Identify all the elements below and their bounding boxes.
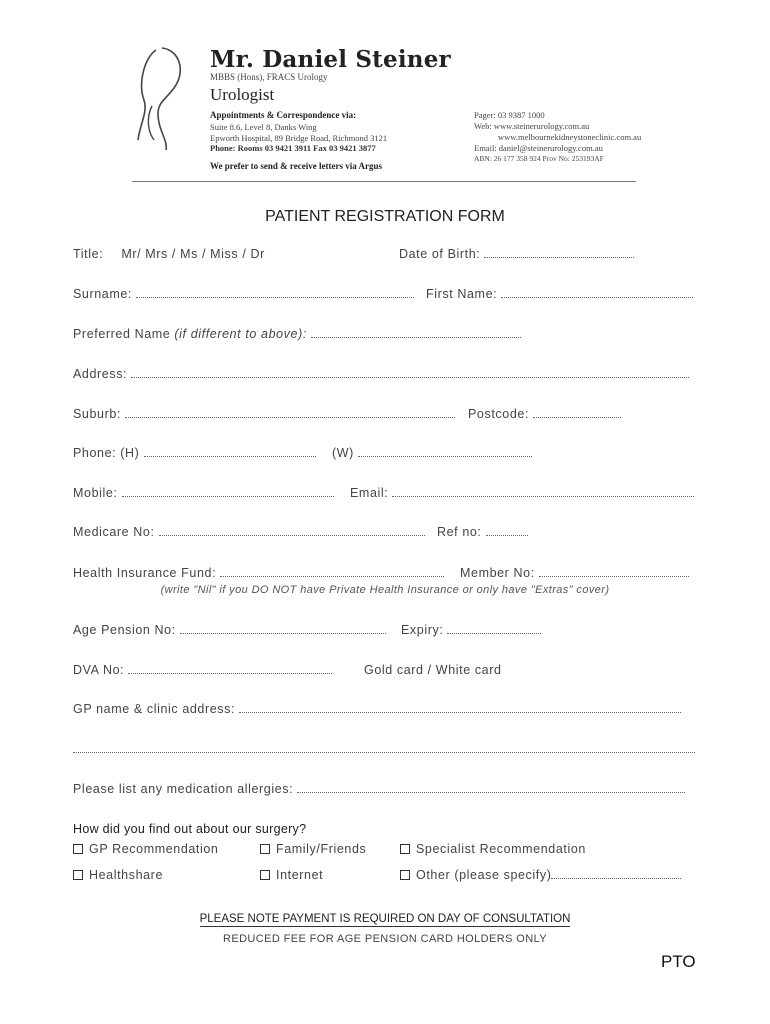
option-healthshare[interactable] bbox=[73, 868, 163, 882]
member-no-label: Member No: bbox=[460, 566, 535, 580]
reduced-fee-note: REDUCED FEE FOR AGE PENSION CARD HOLDERS ONLY bbox=[222, 933, 548, 945]
allergies-label: Please list any medication allergies: bbox=[73, 782, 294, 796]
title-label: Title: bbox=[73, 247, 104, 261]
home-phone-label: Phone: (H) bbox=[73, 446, 140, 460]
option-label: Other (please specify) bbox=[416, 868, 552, 882]
postcode-label: Postcode: bbox=[468, 407, 529, 421]
dva-blank[interactable] bbox=[128, 664, 332, 674]
expiry-label: Expiry: bbox=[401, 623, 444, 637]
website: Web: www.steinerurology.com.au bbox=[474, 121, 590, 131]
dob-field[interactable] bbox=[399, 247, 634, 261]
allergies-field[interactable] bbox=[73, 782, 685, 796]
home-phone-field[interactable] bbox=[73, 446, 316, 460]
age-pension-field[interactable] bbox=[73, 623, 386, 637]
checkbox[interactable] bbox=[400, 870, 410, 880]
suburb-field[interactable] bbox=[73, 407, 455, 421]
medicare-label: Medicare No: bbox=[73, 525, 155, 539]
first-name-blank[interactable] bbox=[501, 288, 693, 298]
mobile-field[interactable] bbox=[73, 486, 334, 500]
postcode-blank[interactable] bbox=[533, 408, 621, 418]
website-2: www.melbournekidneystoneclinic.com.au bbox=[498, 132, 642, 142]
address-field[interactable] bbox=[73, 367, 689, 381]
preferred-name-field[interactable] bbox=[73, 327, 521, 341]
form-title: PATIENT REGISTRATION FORM bbox=[265, 208, 505, 225]
surname-field[interactable] bbox=[73, 287, 414, 301]
preferred-name-label: Preferred Name bbox=[73, 327, 171, 341]
gp-blank[interactable] bbox=[239, 703, 681, 713]
suburb-label: Suburb: bbox=[73, 407, 121, 421]
dob-blank[interactable] bbox=[484, 248, 634, 258]
option-internet[interactable] bbox=[260, 868, 323, 882]
email-blank[interactable] bbox=[392, 487, 694, 497]
title-options[interactable]: Mr/ Mrs / Ms / Miss / Dr bbox=[121, 247, 265, 261]
gp-label: GP name & clinic address: bbox=[73, 702, 236, 716]
medicare-field[interactable] bbox=[73, 525, 425, 539]
doctor-profession: Urologist bbox=[210, 85, 275, 104]
rooms-phone-fax: Phone: Rooms 03 9421 3911 Fax 03 9421 3877 bbox=[210, 143, 376, 153]
kidney-outline-icon bbox=[134, 44, 194, 154]
preferred-name-blank[interactable] bbox=[311, 328, 521, 338]
medicare-blank[interactable] bbox=[159, 526, 425, 536]
argus-note: We prefer to send & receive letters via Argus bbox=[210, 161, 382, 171]
mobile-blank[interactable] bbox=[122, 487, 334, 497]
mobile-label: Mobile: bbox=[73, 486, 118, 500]
checkbox[interactable] bbox=[400, 844, 410, 854]
member-no-field[interactable] bbox=[460, 566, 689, 580]
email-field[interactable] bbox=[350, 486, 694, 500]
gold-white-card-options[interactable]: Gold card / White card bbox=[364, 663, 502, 677]
first-name-field[interactable] bbox=[426, 287, 693, 301]
preferred-name-hint: (if different to above): bbox=[174, 327, 307, 341]
address-line-1: Suite 8.6, Level 8, Danks Wing bbox=[210, 122, 317, 132]
option-family-friends[interactable] bbox=[260, 842, 366, 856]
header-divider bbox=[132, 181, 636, 182]
health-fund-field[interactable] bbox=[73, 566, 444, 580]
pager-number: Pager: 03 9387 1000 bbox=[474, 110, 545, 120]
allergies-blank[interactable] bbox=[297, 783, 685, 793]
pto-marker: PTO bbox=[661, 952, 696, 971]
dob-label: Date of Birth: bbox=[399, 247, 481, 261]
work-phone-label: (W) bbox=[332, 446, 354, 460]
option-label: Internet bbox=[276, 868, 324, 882]
email-address: Email: daniel@steinerurology.com.au bbox=[474, 143, 603, 153]
option-specialist-recommendation[interactable] bbox=[400, 842, 586, 856]
payment-note bbox=[0, 913, 770, 925]
payment-note-text: PLEASE NOTE PAYMENT IS REQUIRED ON DAY OF CONSULTATION bbox=[199, 913, 571, 925]
health-fund-blank[interactable] bbox=[220, 567, 444, 577]
checkbox[interactable] bbox=[73, 844, 83, 854]
work-phone-field[interactable] bbox=[332, 446, 532, 460]
work-phone-blank[interactable] bbox=[358, 447, 532, 457]
suburb-blank[interactable] bbox=[125, 408, 455, 418]
option-label: Family/Friends bbox=[276, 842, 367, 856]
option-other[interactable] bbox=[400, 868, 681, 882]
doctor-name: Mr. Daniel Steiner bbox=[210, 46, 451, 73]
title-row bbox=[73, 247, 265, 261]
option-label: Specialist Recommendation bbox=[416, 842, 586, 856]
referral-question: How did you find out about our surgery? bbox=[73, 822, 307, 836]
gp-second-line[interactable] bbox=[73, 742, 695, 756]
address-line-2: Epworth Hospital, 89 Bridge Road, Richmond 3121 bbox=[210, 133, 388, 143]
age-pension-label: Age Pension No: bbox=[73, 623, 176, 637]
dva-label: DVA No: bbox=[73, 663, 125, 677]
surname-blank[interactable] bbox=[136, 288, 414, 298]
doctor-qualifications: MBBS (Hons), FRACS Urology bbox=[210, 72, 328, 82]
ref-no-label: Ref no: bbox=[437, 525, 482, 539]
option-gp-recommendation[interactable] bbox=[73, 842, 218, 856]
email-label: Email: bbox=[350, 486, 389, 500]
gp-blank-2[interactable] bbox=[73, 743, 695, 753]
home-phone-blank[interactable] bbox=[144, 447, 316, 457]
address-blank[interactable] bbox=[131, 368, 689, 378]
health-fund-label: Health Insurance Fund: bbox=[73, 566, 217, 580]
first-name-label: First Name: bbox=[426, 287, 498, 301]
checkbox[interactable] bbox=[260, 844, 270, 854]
appointments-heading: Appointments & Correspondence via: bbox=[210, 110, 357, 120]
other-specify-blank[interactable] bbox=[551, 869, 681, 879]
option-label: GP Recommendation bbox=[89, 842, 219, 856]
option-label: Healthshare bbox=[89, 868, 164, 882]
ref-no-field[interactable] bbox=[437, 525, 528, 539]
postcode-field[interactable] bbox=[468, 407, 621, 421]
age-pension-blank[interactable] bbox=[180, 624, 386, 634]
address-label: Address: bbox=[73, 367, 128, 381]
expiry-field[interactable] bbox=[401, 623, 541, 637]
ref-no-blank[interactable] bbox=[486, 526, 528, 536]
expiry-blank[interactable] bbox=[447, 624, 541, 634]
health-fund-note: (write "Nil" if you DO NOT have Private Health Insurance or only have "Extras" cover) bbox=[160, 584, 610, 596]
gp-field[interactable] bbox=[73, 702, 681, 716]
dva-field[interactable] bbox=[73, 663, 332, 677]
checkbox[interactable] bbox=[260, 870, 270, 880]
abn-provider-number: ABN: 26 177 358 924 Prov No: 253193AF bbox=[474, 154, 604, 163]
member-no-blank[interactable] bbox=[539, 567, 689, 577]
checkbox[interactable] bbox=[73, 870, 83, 880]
surname-label: Surname: bbox=[73, 287, 132, 301]
